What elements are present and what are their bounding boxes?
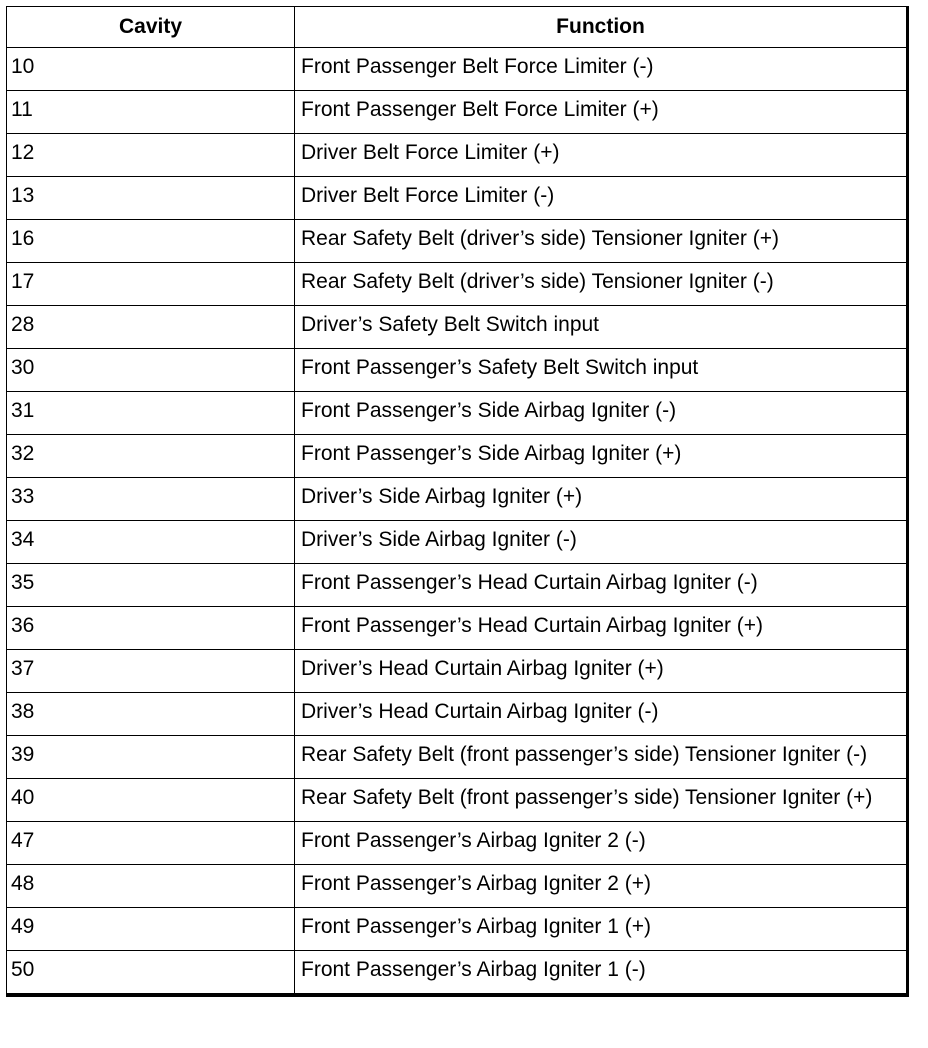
cavity-cell: 40 [7,779,295,822]
table-row [7,779,907,822]
cavity-cell: 50 [7,951,295,994]
function-cell: Driver’s Head Curtain Airbag Igniter (-) [295,693,907,736]
function-cell: Rear Safety Belt (front passenger’s side) Tensioner Igniter (+) [295,779,907,822]
function-cell: Front Passenger’s Head Curtain Airbag Igniter (-) [295,564,907,607]
table-row [7,521,907,564]
function-cell: Driver’s Safety Belt Switch input [295,306,907,349]
table-row [7,951,907,994]
table-header [7,7,907,48]
cavity-cell: 32 [7,435,295,478]
cavity-cell: 47 [7,822,295,865]
function-cell: Front Passenger’s Airbag Igniter 1 (-) [295,951,907,994]
function-cell: Driver’s Side Airbag Igniter (+) [295,478,907,521]
table-row [7,134,907,177]
cavity-cell: 36 [7,607,295,650]
table-row [7,263,907,306]
function-cell: Front Passenger’s Side Airbag Igniter (-) [295,392,907,435]
cavity-cell: 16 [7,220,295,263]
cavity-cell: 33 [7,478,295,521]
cavity-cell: 10 [7,48,295,91]
table-row [7,736,907,779]
table-row [7,865,907,908]
function-cell: Front Passenger’s Airbag Igniter 1 (+) [295,908,907,951]
cavity-cell: 34 [7,521,295,564]
table-row [7,435,907,478]
table-row [7,693,907,736]
table-row [7,822,907,865]
function-cell: Front Passenger’s Side Airbag Igniter (+) [295,435,907,478]
cavity-cell: 37 [7,650,295,693]
table-row [7,908,907,951]
function-cell: Driver’s Head Curtain Airbag Igniter (+) [295,650,907,693]
function-cell: Front Passenger’s Airbag Igniter 2 (-) [295,822,907,865]
table-row [7,177,907,220]
table-body [7,48,907,994]
function-cell: Driver Belt Force Limiter (+) [295,134,907,177]
table-row [7,607,907,650]
header-row [7,7,907,48]
connector-cavity-table [6,6,907,994]
function-cell: Rear Safety Belt (driver’s side) Tensioner Igniter (-) [295,263,907,306]
table-row [7,306,907,349]
cavity-cell: 35 [7,564,295,607]
function-cell: Front Passenger’s Safety Belt Switch input [295,349,907,392]
function-cell: Driver’s Side Airbag Igniter (-) [295,521,907,564]
table-row [7,48,907,91]
cavity-cell: 17 [7,263,295,306]
cavity-cell: 11 [7,91,295,134]
table-row [7,478,907,521]
function-cell: Front Passenger’s Airbag Igniter 2 (+) [295,865,907,908]
table-row [7,564,907,607]
table-row [7,91,907,134]
cavity-cell: 28 [7,306,295,349]
table-row [7,650,907,693]
function-cell: Rear Safety Belt (front passenger’s side) Tensioner Igniter (-) [295,736,907,779]
table-row [7,392,907,435]
cavity-cell: 49 [7,908,295,951]
table-row [7,220,907,263]
cavity-cell: 48 [7,865,295,908]
cavity-cell: 30 [7,349,295,392]
cavity-cell: 12 [7,134,295,177]
function-cell: Driver Belt Force Limiter (-) [295,177,907,220]
connector-cavity-table-frame [6,6,909,997]
function-cell: Front Passenger Belt Force Limiter (+) [295,91,907,134]
cavity-cell: 13 [7,177,295,220]
cavity-cell: 31 [7,392,295,435]
column-header-function: Function [295,7,907,48]
function-cell: Rear Safety Belt (driver’s side) Tensioner Igniter (+) [295,220,907,263]
table-row [7,349,907,392]
function-cell: Front Passenger Belt Force Limiter (-) [295,48,907,91]
cavity-cell: 38 [7,693,295,736]
column-header-cavity: Cavity [7,7,295,48]
cavity-cell: 39 [7,736,295,779]
function-cell: Front Passenger’s Head Curtain Airbag Igniter (+) [295,607,907,650]
